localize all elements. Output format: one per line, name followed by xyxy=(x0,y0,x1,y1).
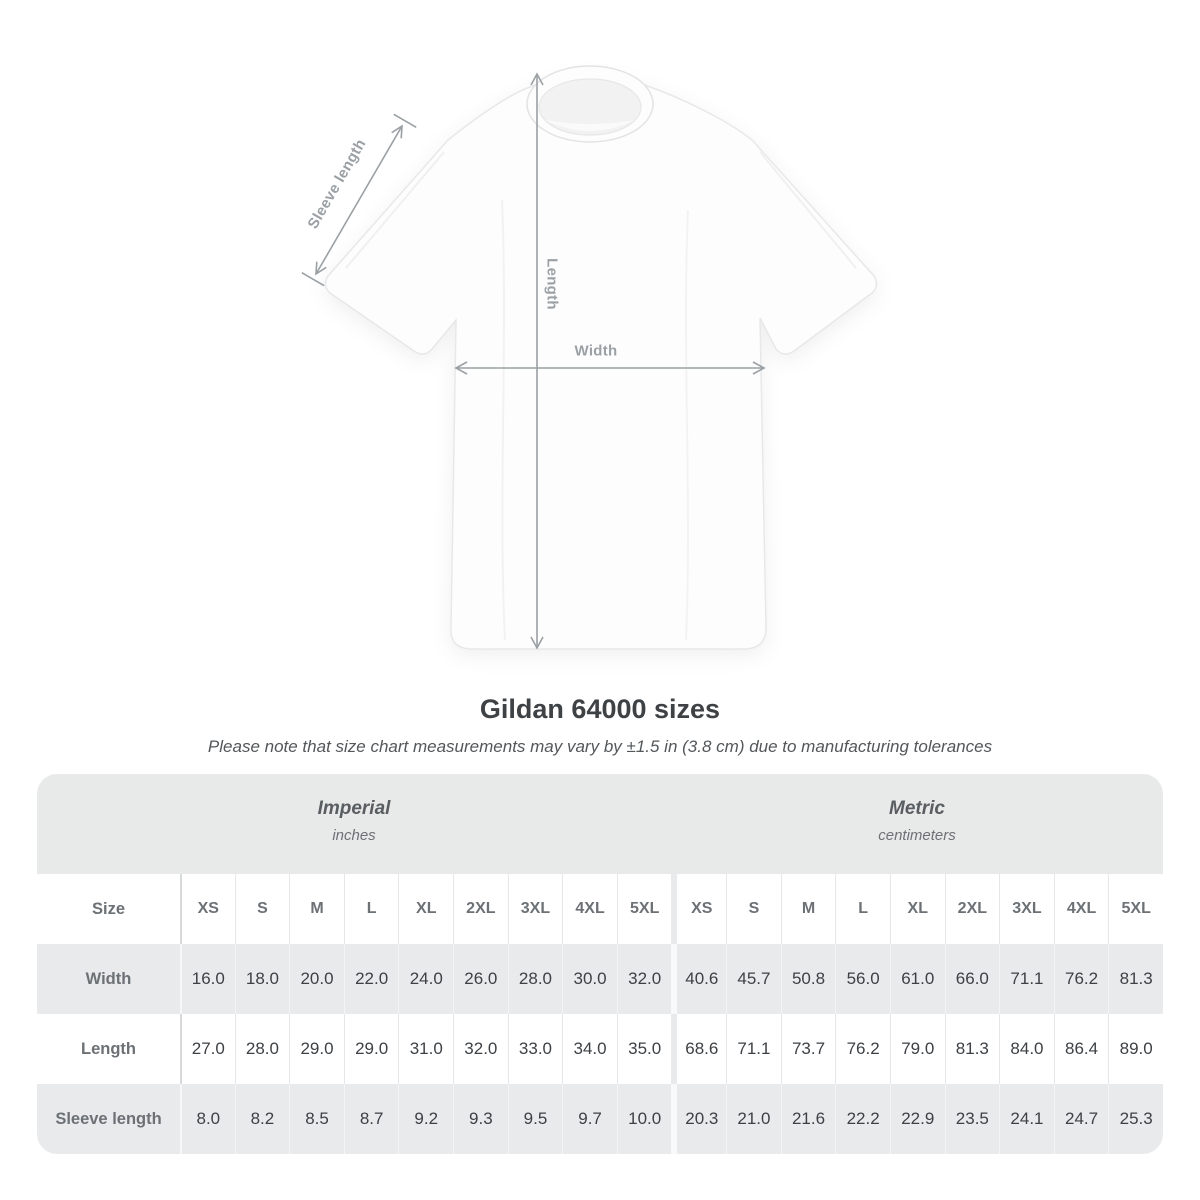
imperial-value-cell: 32.0 xyxy=(617,944,672,1014)
metric-value-cell: 68.6 xyxy=(671,1014,726,1084)
imperial-value-cell: 32.0 xyxy=(453,1014,508,1084)
imperial-value-cell: 27.0 xyxy=(180,1014,235,1084)
imperial-value-cell: 9.2 xyxy=(398,1084,453,1154)
imperial-size-col-header: XS xyxy=(180,874,235,944)
imperial-value-cell: 33.0 xyxy=(508,1014,563,1084)
imperial-value-cell: 26.0 xyxy=(453,944,508,1014)
size-row-label: Size xyxy=(91,899,126,918)
metric-title: Metric xyxy=(889,798,945,819)
imperial-size-col-header: 5XL xyxy=(617,874,672,944)
metric-value-cell: 22.9 xyxy=(890,1084,945,1154)
metric-value-cell: 25.3 xyxy=(1108,1084,1163,1154)
metric-value-cell: 20.3 xyxy=(671,1084,726,1154)
metric-size-col-header: M xyxy=(781,874,836,944)
imperial-size-col-header: M xyxy=(289,874,344,944)
metric-value-cell: 24.1 xyxy=(999,1084,1054,1154)
imperial-value-cell: 35.0 xyxy=(617,1014,672,1084)
imperial-value-cell: 16.0 xyxy=(180,944,235,1014)
table-body xyxy=(37,874,1163,1154)
metric-value-cell: 50.8 xyxy=(781,944,836,1014)
sleeve-length-label: Sleeve length xyxy=(304,136,370,232)
metric-size-col-header: XS xyxy=(671,874,726,944)
imperial-size-col-header: S xyxy=(235,874,290,944)
measurement-row xyxy=(37,944,1163,1014)
size-table xyxy=(37,774,1163,1154)
measurement-row xyxy=(37,1084,1163,1154)
metric-size-col-header: 3XL xyxy=(999,874,1054,944)
metric-size-col-header: S xyxy=(726,874,781,944)
imperial-value-cell: 24.0 xyxy=(398,944,453,1014)
metric-value-cell: 40.6 xyxy=(671,944,726,1014)
metric-value-cell: 71.1 xyxy=(999,944,1054,1014)
metric-value-cell: 89.0 xyxy=(1108,1014,1163,1084)
metric-size-col-header: XL xyxy=(890,874,945,944)
metric-units: centimeters xyxy=(878,827,956,844)
row-label: Sleeve length xyxy=(55,1109,162,1128)
metric-value-cell: 24.7 xyxy=(1054,1084,1109,1154)
imperial-section-header xyxy=(37,774,671,874)
imperial-value-cell: 9.7 xyxy=(562,1084,617,1154)
table-header xyxy=(37,774,1163,874)
metric-value-cell: 86.4 xyxy=(1054,1014,1109,1084)
imperial-value-cell: 29.0 xyxy=(289,1014,344,1084)
metric-section-header xyxy=(671,774,1163,874)
tolerance-note: Please note that size chart measurements may vary by ±1.5 in (3.8 cm) due to manufacturing tolerances xyxy=(207,737,993,756)
imperial-value-cell: 28.0 xyxy=(508,944,563,1014)
imperial-value-cell: 9.5 xyxy=(508,1084,563,1154)
imperial-title: Imperial xyxy=(317,798,391,819)
imperial-units: inches xyxy=(332,827,376,844)
metric-value-cell: 71.1 xyxy=(726,1014,781,1084)
metric-value-cell: 66.0 xyxy=(945,944,1000,1014)
imperial-value-cell: 10.0 xyxy=(617,1084,672,1154)
imperial-value-cell: 8.5 xyxy=(289,1084,344,1154)
metric-value-cell: 76.2 xyxy=(1054,944,1109,1014)
imperial-size-col-header: 3XL xyxy=(508,874,563,944)
metric-value-cell: 76.2 xyxy=(835,1014,890,1084)
metric-value-cell: 81.3 xyxy=(945,1014,1000,1084)
imperial-size-col-header: XL xyxy=(398,874,453,944)
metric-value-cell: 23.5 xyxy=(945,1084,1000,1154)
imperial-size-col-header: L xyxy=(344,874,399,944)
size-header-row xyxy=(37,874,1163,944)
metric-size-col-header: 4XL xyxy=(1054,874,1109,944)
row-label: Width xyxy=(85,969,132,988)
imperial-value-cell: 20.0 xyxy=(289,944,344,1014)
metric-value-cell: 81.3 xyxy=(1108,944,1163,1014)
metric-value-cell: 79.0 xyxy=(890,1014,945,1084)
imperial-value-cell: 18.0 xyxy=(235,944,290,1014)
metric-value-cell: 61.0 xyxy=(890,944,945,1014)
imperial-value-cell: 22.0 xyxy=(344,944,399,1014)
imperial-value-cell: 8.7 xyxy=(344,1084,399,1154)
metric-value-cell: 84.0 xyxy=(999,1014,1054,1084)
length-label: Length xyxy=(543,258,561,310)
width-label: Width xyxy=(574,342,618,360)
metric-value-cell: 56.0 xyxy=(835,944,890,1014)
tshirt-body xyxy=(325,75,876,650)
metric-size-col-header: 2XL xyxy=(945,874,1000,944)
imperial-value-cell: 30.0 xyxy=(562,944,617,1014)
metric-value-cell: 21.0 xyxy=(726,1084,781,1154)
imperial-value-cell: 29.0 xyxy=(344,1014,399,1084)
imperial-value-cell: 9.3 xyxy=(453,1084,508,1154)
metric-value-cell: 73.7 xyxy=(781,1014,836,1084)
row-label: Length xyxy=(81,1039,136,1058)
metric-size-col-header: 5XL xyxy=(1108,874,1163,944)
page-title: Gildan 64000 sizes xyxy=(479,694,721,724)
imperial-value-cell: 31.0 xyxy=(398,1014,453,1084)
metric-value-cell: 22.2 xyxy=(835,1084,890,1154)
metric-value-cell: 21.6 xyxy=(781,1084,836,1154)
imperial-value-cell: 28.0 xyxy=(235,1014,290,1084)
metric-size-col-header: L xyxy=(835,874,890,944)
imperial-value-cell: 8.2 xyxy=(235,1084,290,1154)
imperial-value-cell: 34.0 xyxy=(562,1014,617,1084)
measurement-row xyxy=(37,1014,1163,1084)
metric-value-cell: 45.7 xyxy=(726,944,781,1014)
imperial-value-cell: 8.0 xyxy=(180,1084,235,1154)
imperial-size-col-header: 2XL xyxy=(453,874,508,944)
imperial-size-col-header: 4XL xyxy=(562,874,617,944)
